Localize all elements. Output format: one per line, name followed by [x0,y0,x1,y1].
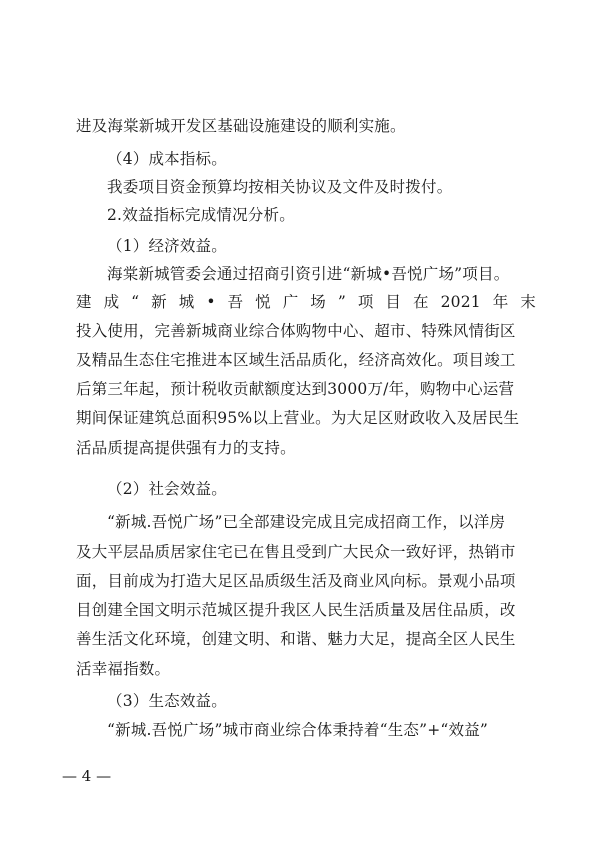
paragraph-line: 活品质提高提供强有力的支持。 [76,439,296,457]
paragraph-line: 我委项目资金预算均按相关协议及文件及时拨付。 [107,178,453,196]
text-fragment: “ [131,293,140,311]
text-fragment: • [206,293,216,311]
text-fragment: 广 [282,293,299,311]
section-heading-cost: （4）成本指标。 [107,150,227,168]
paragraph-line: 及大平层品质居家住宅已在售且受到广大民众一致好评，热销市 [76,543,516,561]
text-fragment: 成 [103,293,120,311]
paragraph-line: 活幸福指数。 [76,660,171,678]
paragraph-line: 目创建全国文明示范城区提升我区人民生活质量及居住品质，改 [76,601,516,619]
paragraph-line: 面，目前成为打造大足区品质级生活及商业风向标。景观小品项 [76,572,516,590]
section-heading-social: （2）社会效益。 [107,480,227,498]
paragraph-line: “新城.吾悦广场”已全部建设完成且完成招商工作，以洋房 [107,513,506,531]
paragraph-line: “新城.吾悦广场”城市商业综合体秉持着“生态”+“效益” [107,721,489,739]
text-fragment: 目 [385,293,402,311]
text-fragment: 吾 [227,293,244,311]
page-number: — 4 — [62,767,112,785]
text-fragment: 建 [76,293,92,311]
paragraph-line: 进及海棠新城开发区基础设施建设的顺利实施。 [76,117,406,135]
paragraph-line: 后第三年起，预计税收贡献额度达到3000万/年，购物中心运营 [76,380,515,398]
text-fragment: 年 [492,293,509,311]
text-fragment: 悦 [255,293,271,311]
text-fragment: 场 [310,293,326,311]
text-fragment: ” [337,293,346,311]
text-fragment: 新 [151,293,167,311]
text-fragment: 末 [520,293,536,311]
paragraph-line: 海棠新城管委会通过招商引资引进“新城•吾悦广场”项目。 [107,265,510,283]
paragraph-line-justified [76,292,536,312]
text-fragment: 2021 [440,293,481,311]
section-heading-ecological: （3）生态效益。 [107,692,227,710]
paragraph-line: 期间保证建筑总面积95%以上营业。为大足区财政收入及居民生 [76,409,520,427]
section-heading-benefit: 2.效益指标完成情况分析。 [107,206,295,224]
paragraph-line: 及精品生态住宅推进本区域生活品质化，经济高效化。项目竣工 [76,351,516,369]
paragraph-line: 善生活文化环境，创建文明、和谐、魅力大足，提高全区人民生 [76,630,516,648]
text-fragment: 项 [357,293,374,311]
section-heading-economic: （1）经济效益。 [107,237,227,255]
text-fragment: 城 [178,293,195,311]
text-fragment: 在 [413,293,429,311]
paragraph-line: 投入使用，完善新城商业综合体购物中心、超市、特殊风情街区 [76,322,516,340]
